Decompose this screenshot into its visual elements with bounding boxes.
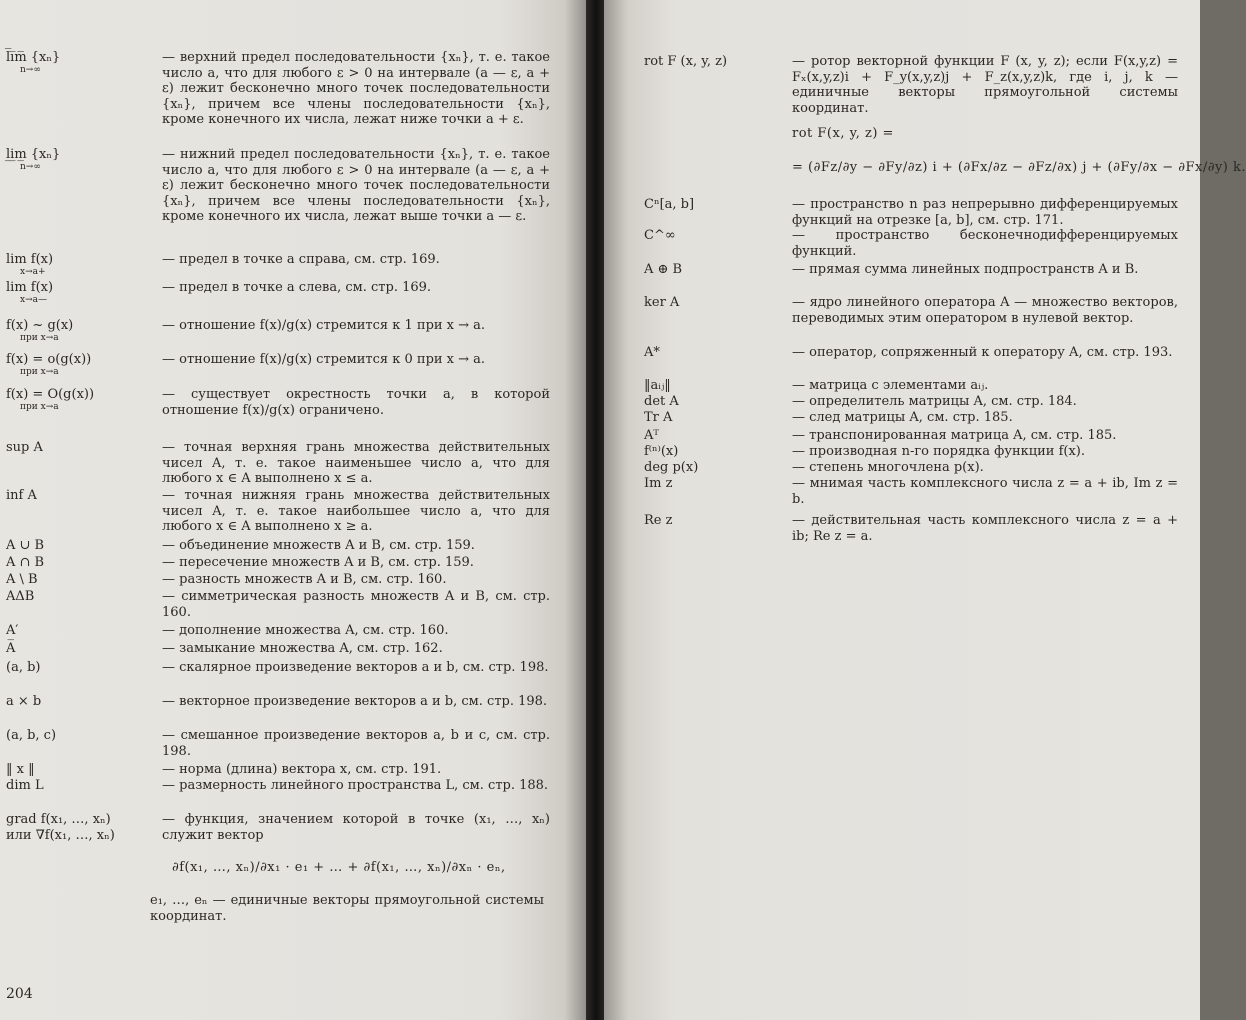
- notation-description: — существует окрестность точки a, в которой отношение f(x)/g(x) ограничено.: [162, 387, 550, 418]
- grad-continuation: e₁, …, eₙ — единичные векторы прямоугольной системы координат.: [150, 893, 544, 924]
- symbol-text: A′: [6, 623, 19, 638]
- notation-symbol: [6, 318, 73, 343]
- symbol-text: deg p(x): [644, 460, 699, 475]
- notation-description: — производная n-го порядка функции f(x).: [792, 444, 1086, 459]
- notation-symbol: [6, 147, 60, 172]
- notation-description: — точная верхняя грань множества действительных чисел A, т. е. такое наименьшее число a, что для любого x ∈ A выполнено x ≤ a.: [162, 440, 550, 486]
- notation-description: — степень многочлена p(x).: [792, 460, 984, 475]
- grad-alt-notation: или ∇f(x₁, …, xₙ): [6, 828, 115, 843]
- rot-formula-body: = (∂Fz/∂y − ∂Fy/∂z) i + (∂Fx/∂z − ∂Fz/∂x) j + (∂Fy/∂x − ∂Fx/∂y) k.: [792, 160, 1246, 175]
- symbol-text: Re z: [644, 513, 673, 528]
- notation-symbol: [6, 572, 38, 588]
- notation-description: — пересечение множеств A и B, см. стр. 159.: [162, 555, 474, 570]
- symbol-text: A̅: [6, 641, 16, 656]
- symbol-text: f(x) = O(g(x)): [6, 387, 95, 402]
- notation-description: — ротор векторной функции F (x, y, z); если F(x,y,z) = Fₓ(x,y,z)i + F_y(x,y,z)j + F_z(x,y,z)k, где i, j, k — единичные векторы прямоугольной системы координат.: [792, 54, 1178, 116]
- symbol-text: (a, b, c): [6, 728, 57, 743]
- notation-symbol: [6, 589, 34, 605]
- symbol-text: lim f(x): [6, 280, 54, 295]
- symbol-text: A ⊕ B: [644, 262, 683, 277]
- notation-symbol: [6, 387, 94, 412]
- notation-description: — пространство n раз непрерывно дифференцируемых функций на отрезке [a, b], см. стр. 171.: [792, 197, 1178, 228]
- notation-description: — ядро линейного оператора A — множество векторов, переводимых этим оператором в нулевой вектор.: [792, 295, 1178, 326]
- grad-formula: ∂f(x₁, …, xₙ)/∂x₁ · e₁ + … + ∂f(x₁, …, xₙ)/∂xₙ · eₙ,: [172, 860, 506, 875]
- notation-description: — отношение f(x)/g(x) стремится к 1 при x → a.: [162, 318, 486, 333]
- notation-symbol: [644, 460, 698, 476]
- notation-description: — замыкание множества A, см. стр. 162.: [162, 641, 443, 656]
- symbol-text: grad f(x₁, …, xₙ): [6, 812, 111, 827]
- notation-description: — разность множеств A и B, см. стр. 160.: [162, 572, 447, 587]
- notation-symbol: [644, 394, 679, 410]
- symbol-text: (a, b): [6, 660, 41, 675]
- notation-symbol: [6, 488, 37, 504]
- symbol-text: AΔB: [6, 589, 35, 604]
- symbol-subscript: n→∞: [20, 64, 41, 75]
- rot-formula-head: rot F(x, y, z) =: [792, 126, 894, 141]
- notation-description: — предел в точке a справа, см. стр. 169.: [162, 252, 440, 267]
- notation-symbol: [6, 812, 111, 828]
- symbol-subscript: при x→a: [20, 401, 59, 412]
- notation-description: — след матрицы A, см. стр. 185.: [792, 410, 1013, 425]
- symbol-text: A*: [644, 345, 660, 360]
- notation-symbol: [6, 280, 53, 305]
- notation-description: — матрица с элементами aᵢⱼ.: [792, 378, 989, 393]
- symbol-text: C^∞: [644, 228, 676, 243]
- notation-description: — оператор, сопряженный к оператору A, см. стр. 193.: [792, 345, 1173, 360]
- notation-description: — действительная часть комплексного числа z = a + ib; Re z = a.: [792, 513, 1178, 544]
- left-page: [0, 0, 588, 1020]
- symbol-text: ‖ x ‖: [6, 762, 35, 777]
- notation-symbol: [6, 694, 41, 710]
- notation-symbol: [644, 197, 694, 213]
- symbol-text: A \ B: [6, 572, 38, 587]
- notation-symbol: [644, 262, 682, 278]
- notation-description: — смешанное произведение векторов a, b и c, см. стр. 198.: [162, 728, 550, 759]
- notation-description: — определитель матрицы A, см. стр. 184.: [792, 394, 1077, 409]
- notation-symbol: [6, 555, 44, 571]
- notation-symbol: [644, 54, 727, 70]
- page-number: 204: [6, 986, 33, 1002]
- notation-description: — мнимая часть комплексного числа z = a + ib, Im z = b.: [792, 476, 1178, 507]
- notation-symbol: [644, 428, 659, 444]
- notation-description: — транспонированная матрица A, см. стр. 185.: [792, 428, 1117, 443]
- symbol-text: f⁽ⁿ⁾(x): [644, 444, 679, 459]
- notation-symbol: [644, 228, 676, 244]
- notation-symbol: [6, 440, 43, 456]
- symbol-text: ker A: [644, 295, 680, 310]
- symbol-text: Aᵀ: [644, 428, 659, 443]
- notation-symbol: [644, 476, 672, 492]
- symbol-text: A ∪ B: [6, 538, 45, 553]
- notation-symbol: [6, 352, 91, 377]
- notation-description: — скалярное произведение векторов a и b, см. стр. 198.: [162, 660, 549, 675]
- notation-description: — объединение множеств A и B, см. стр. 159.: [162, 538, 475, 553]
- notation-description: — симметрическая разность множеств A и B, см. стр. 160.: [162, 589, 550, 620]
- symbol-text: f(x) = o(g(x)): [6, 352, 92, 367]
- notation-symbol: [6, 641, 20, 657]
- symbol-text: A ∩ B: [6, 555, 45, 570]
- notation-symbol: [6, 538, 44, 554]
- notation-description: — точная нижняя грань множества действительных чисел A, т. е. такое наибольшее число a, что для любого x ∈ A выполнено x ≥ a.: [162, 488, 550, 534]
- symbol-text: a × b: [6, 694, 42, 709]
- notation-symbol: [6, 778, 44, 794]
- notation-symbol: [644, 345, 660, 361]
- symbol-text: lim f(x): [6, 252, 54, 267]
- notation-symbol: [644, 378, 671, 394]
- notation-description: — норма (длина) вектора x, см. стр. 191.: [162, 762, 442, 777]
- symbol-text: f(x) ~ g(x): [6, 318, 74, 333]
- notation-symbol: [644, 444, 678, 460]
- notation-description: — нижний предел последовательности {xₙ}, т. е. такое число a, что для любого ε > 0 на интервале (a — ε, a + ε) лежит бесконечно много точек последовательности {xₙ}, причем все члены последовательности {xₙ}, кроме конечного их числа, лежат выше точки a — ε.: [162, 147, 550, 224]
- notation-description: — векторное произведение векторов a и b, см. стр. 198.: [162, 694, 548, 709]
- notation-description: — верхний предел последовательности {xₙ}, т. е. такое число a, что для любого ε > 0 на интервале (a — ε, a + ε) лежит бесконечно много точек последовательности {xₙ}, причем все члены последовательности {xₙ}, кроме конечного их числа, лежат ниже точки a + ε.: [162, 50, 550, 127]
- notation-description: — дополнение множества A, см. стр. 160.: [162, 623, 449, 638]
- symbol-text: rot F (x, y, z): [644, 54, 728, 69]
- notation-description: — размерность линейного пространства L, см. стр. 188.: [162, 778, 549, 793]
- symbol-subscript: при x→a: [20, 332, 59, 343]
- symbol-text: det A: [644, 394, 679, 409]
- notation-symbol: [6, 623, 20, 639]
- symbol-text: inf A: [6, 488, 37, 503]
- symbol-text: Im z: [644, 476, 673, 491]
- symbol-text: Tr A: [644, 410, 673, 425]
- notation-symbol: [6, 728, 56, 744]
- symbol-text: ‖aᵢⱼ‖: [644, 378, 671, 393]
- notation-symbol: [6, 660, 40, 676]
- notation-symbol: [6, 762, 35, 778]
- symbol-text: dim L: [6, 778, 44, 793]
- symbol-subscript: n→∞: [20, 161, 41, 172]
- symbol-subscript: x→a+: [20, 266, 46, 277]
- symbol-subscript: x→a—: [20, 294, 47, 305]
- symbol-text: l̲i̲m̲ {xₙ}: [6, 147, 61, 162]
- notation-symbol: [6, 50, 60, 75]
- right-page: [604, 0, 1246, 1020]
- symbol-subscript: при x→a: [20, 366, 59, 377]
- notation-symbol: [644, 295, 679, 311]
- symbol-text: sup A: [6, 440, 43, 455]
- notation-description: — отношение f(x)/g(x) стремится к 0 при x → a.: [162, 352, 486, 367]
- notation-symbol: [644, 513, 672, 529]
- symbol-text: Cⁿ[a, b]: [644, 197, 695, 212]
- book-gutter: [586, 0, 606, 1020]
- notation-description: — функция, значением которой в точке (x₁, …, xₙ) служит вектор: [162, 812, 550, 843]
- notation-description: — предел в точке a слева, см. стр. 169.: [162, 280, 432, 295]
- notation-description: — пространство бесконечнодифференцируемых функций.: [792, 228, 1178, 259]
- symbol-text: l̅i̅m̅ {xₙ}: [6, 50, 61, 65]
- notation-symbol: [6, 252, 53, 277]
- notation-description: — прямая сумма линейных подпространств A и B.: [792, 262, 1139, 277]
- notation-symbol: [644, 410, 672, 426]
